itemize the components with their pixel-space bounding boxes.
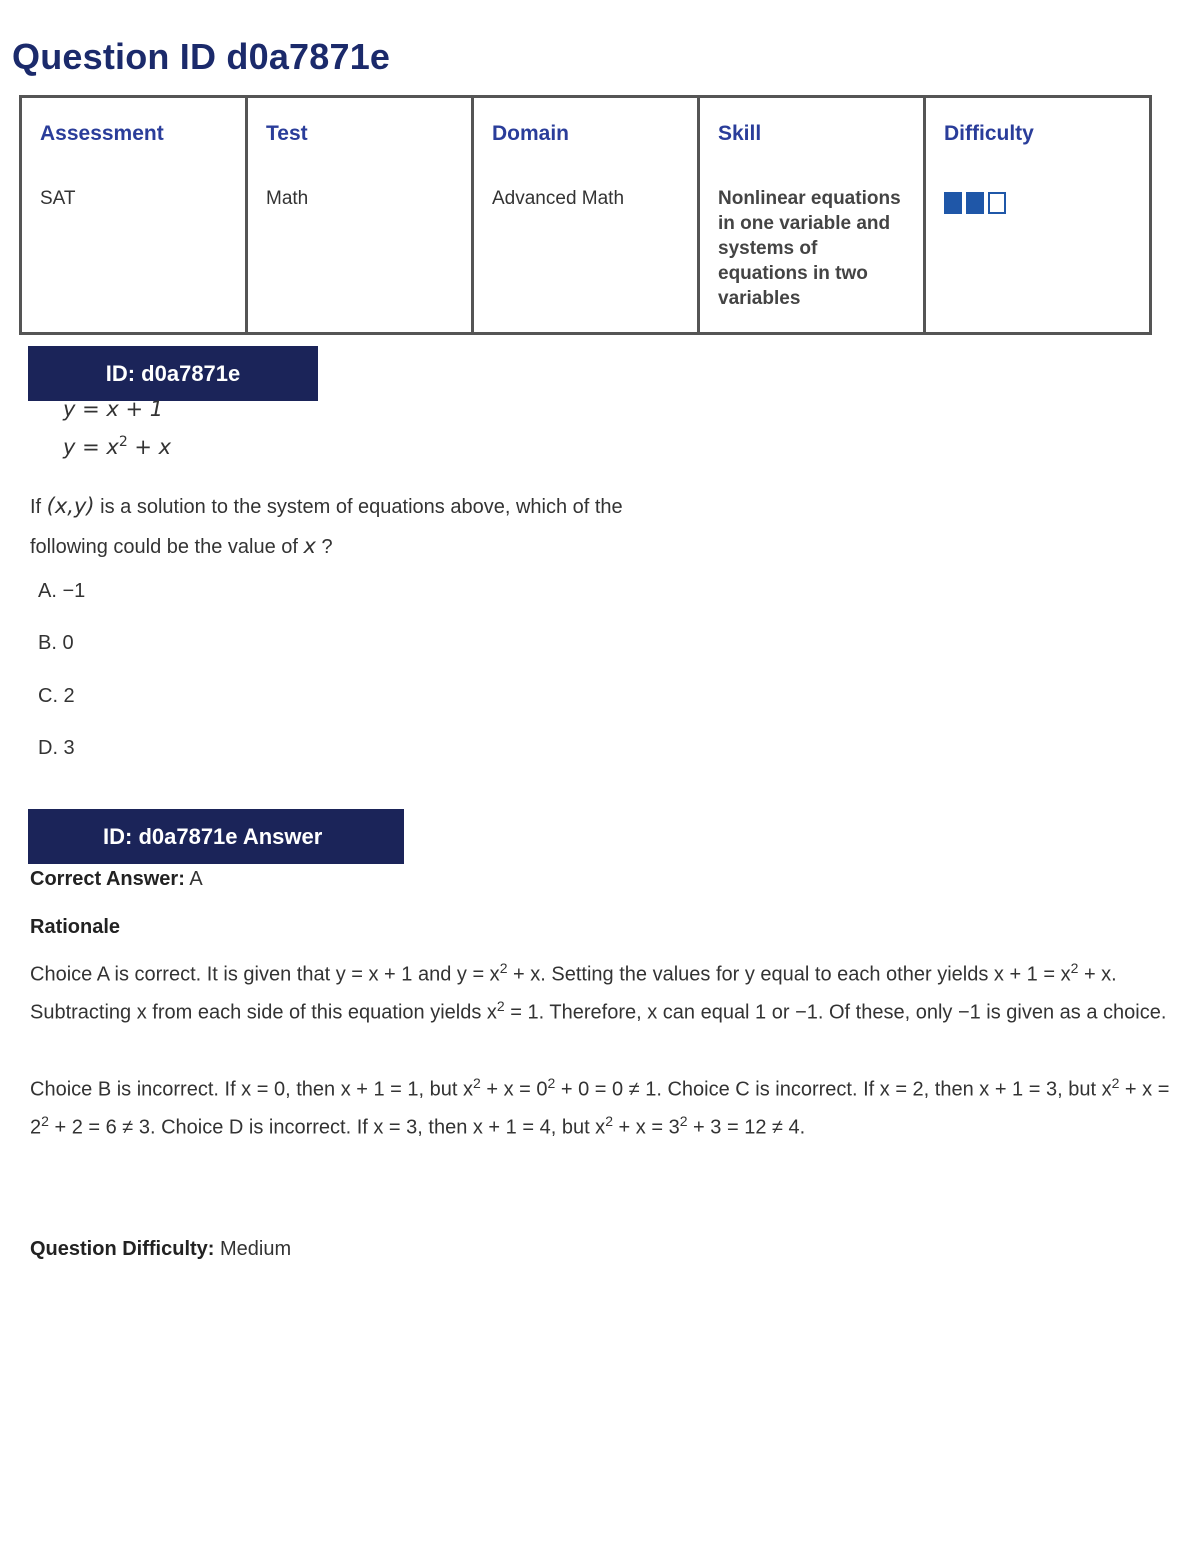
question-prompt-line-1 xyxy=(30,494,623,519)
equation-2 xyxy=(63,434,171,459)
skill-cell xyxy=(699,97,925,334)
correct-answer xyxy=(30,868,203,891)
prompt-line-1-tail: is a solution to the system of equations above, which of the xyxy=(94,496,623,518)
question-prompt-line-2 xyxy=(30,534,333,559)
difficulty-square-2 xyxy=(966,192,984,214)
correct-answer-label: Correct Answer: xyxy=(30,868,185,890)
question-difficulty-value: Medium xyxy=(220,1238,292,1260)
choice-d: D. 3 xyxy=(38,737,75,759)
prompt-line-2-variable: x xyxy=(303,534,316,558)
question-difficulty-label: Question Difficulty: xyxy=(30,1238,215,1260)
domain-value: Advanced Math xyxy=(492,188,625,209)
question-difficulty xyxy=(30,1238,291,1261)
test-value: Math xyxy=(266,188,309,209)
domain-header: Domain xyxy=(492,122,570,145)
question-id-banner: ID: d0a7871e xyxy=(28,346,318,401)
assessment-value: SAT xyxy=(40,188,76,209)
difficulty-header: Difficulty xyxy=(944,122,1034,145)
rationale-heading: Rationale xyxy=(30,916,121,938)
assessment-cell xyxy=(21,97,247,334)
rationale-paragraph-2: Choice B is incorrect. If x = 0, then x + 1 = 1, but $x^2 + x = 0^2 + 0 = 0 \ne 1$. Choice C is incorrect. If x = 2, then x + 1 = 3, but $x^2 + x = 2^2 + 2 = 6 \ne 3$. Choice D is incorrect. If x = 3, then x + 1 = 4, but $x^2 + x = 3^2 + 3 = 12 \ne 4$. xyxy=(30,1075,1170,1139)
skill-value: Nonlinear equations in one variable and systems of equations in two variables xyxy=(718,188,901,309)
skill-header: Skill xyxy=(718,122,762,145)
choice-a: A. −1 xyxy=(38,580,86,602)
difficulty-meter xyxy=(944,192,1131,214)
equation-1: y = x + 1 xyxy=(63,397,164,421)
domain-cell xyxy=(473,97,699,334)
choice-b: B. 0 xyxy=(38,632,74,654)
test-cell xyxy=(247,97,473,334)
question-metadata-table xyxy=(19,95,1152,335)
equation-2-tail: + x xyxy=(127,435,172,459)
difficulty-square-3 xyxy=(988,192,1006,214)
prompt-prefix: If xyxy=(30,496,47,518)
difficulty-cell xyxy=(925,97,1151,334)
correct-answer-value: A xyxy=(189,868,203,890)
difficulty-square-1 xyxy=(944,192,962,214)
prompt-variable: (x,y) xyxy=(46,494,95,518)
equation-2-base: y = x xyxy=(63,435,119,459)
rationale-paragraph-1: Choice A is correct. It is given that y = x + 1 and $y = x^2 + x$. Setting the values for y equal to each other yields $x + 1 = x^2 + x$. Subtracting x from each side of this equation yields $x^2 = 1$. Therefore, x can equal 1 or −1. Of these, only −1 is given as a choice. xyxy=(30,960,1167,1024)
prompt-line-2-text: following could be the value of xyxy=(30,536,304,558)
answer-id-banner: ID: d0a7871e Answer xyxy=(28,809,404,864)
page-title: Question ID d0a7871e xyxy=(12,36,391,77)
choice-c: C. 2 xyxy=(38,685,75,707)
test-header: Test xyxy=(266,122,308,145)
equation-2-exponent: 2 xyxy=(118,434,128,450)
assessment-header: Assessment xyxy=(40,122,164,145)
prompt-line-2-tail: ? xyxy=(315,536,333,558)
